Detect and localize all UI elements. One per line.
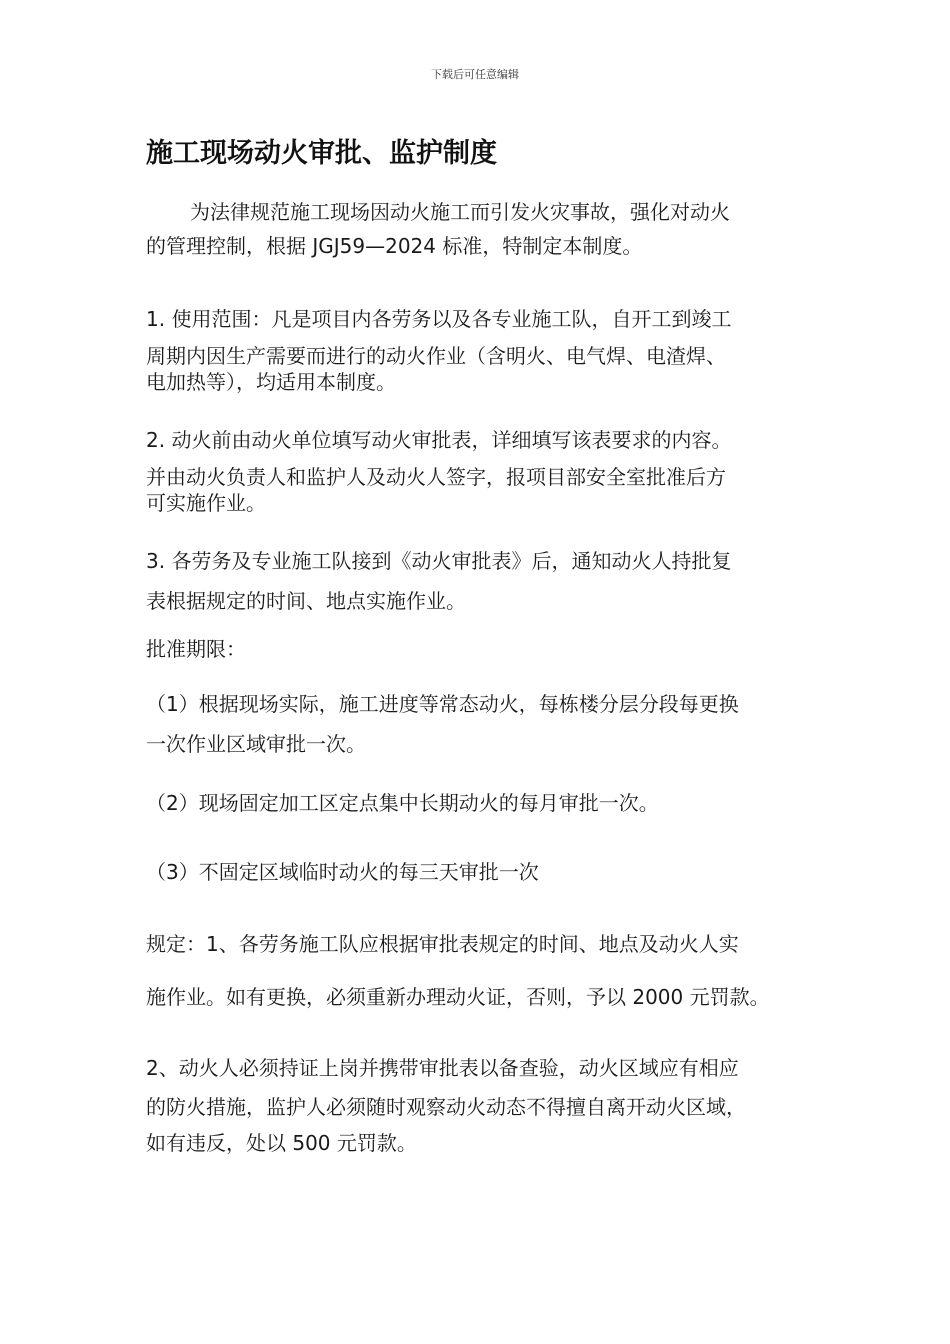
- rule-1-line-1: 规定：1、各劳务施工队应根据审批表规定的时间、地点及动火人实: [146, 932, 739, 956]
- approval-item-1-line-1: （1）根据现场实际，施工进度等常态动火，每栋楼分层分段每更换: [146, 692, 739, 716]
- approval-item-2: （2）现场固定加工区定点集中长期动火的每月审批一次。: [146, 791, 659, 815]
- item2-line-2: 并由动火负责人和监护人及动火人签字，报项目部安全室批准后方: [146, 465, 726, 489]
- item3-line-1: 3. 各劳务及专业施工队接到《动火审批表》后，通知动火人持批复: [146, 549, 732, 573]
- item3-line-2: 表根据规定的时间、地点实施作业。: [146, 589, 466, 613]
- document-title: 施工现场动火审批、监护制度: [146, 138, 497, 169]
- item1-line-2: 周期内因生产需要而进行的动火作业（含明火、电气焊、电渣焊、: [146, 344, 726, 368]
- intro-line-2: 的管理控制，根据 JGJ59—2024 标准，特制定本制度。: [146, 234, 643, 258]
- rule-2-line-2: 的防火措施，监护人必须随时观察动火动态不得擅自离开动火区域，: [146, 1095, 746, 1119]
- rule-1-line-2: 施作业。如有更换，必须重新办理动火证，否则，予以 2000 元罚款。: [146, 985, 770, 1009]
- approval-item-3: （3）不固定区域临时动火的每三天审批一次: [146, 860, 539, 884]
- intro-line-1: 为法律规范施工现场因动火施工而引发火灾事故，强化对动火: [190, 200, 730, 224]
- approval-item-1-line-2: 一次作业区域审批一次。: [146, 732, 366, 756]
- item2-line-3: 可实施作业。: [146, 491, 266, 515]
- page-header: 下载后可任意编辑: [431, 68, 519, 81]
- item1-line-1: 1. 使用范围：凡是项目内各劳务以及各专业施工队，自开工到竣工: [146, 307, 732, 331]
- item2-line-1: 2. 动火前由动火单位填写动火审批表，详细填写该表要求的内容。: [146, 428, 732, 452]
- rule-2-line-3: 如有违反，处以 500 元罚款。: [146, 1131, 417, 1155]
- rule-2-line-1: 2、动火人必须持证上岗并携带审批表以备查验，动火区域应有相应: [146, 1056, 739, 1080]
- approval-period-label: 批准期限：: [146, 637, 246, 661]
- item1-line-3: 电加热等），均适用本制度。: [146, 370, 396, 394]
